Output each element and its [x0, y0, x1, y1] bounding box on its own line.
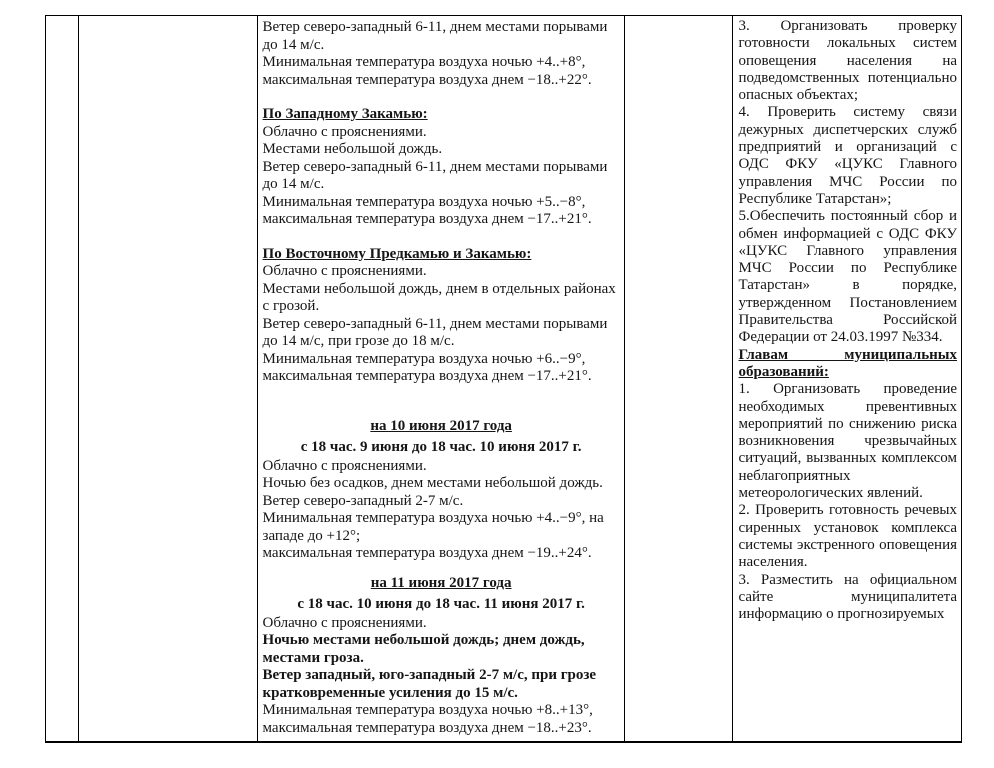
- blank-line: [263, 386, 620, 401]
- forecast-line: Облачно с прояснениями.: [262, 263, 427, 279]
- forecast-line: Минимальная температура воздуха ночью +4..+8°,: [262, 54, 586, 70]
- forecast-line: местами гроза.: [262, 649, 364, 666]
- forecast-line: Минимальная температура воздуха ночью +5..−8°,: [262, 193, 586, 210]
- forecast-line: до 14 м/с, при грозе до 18 м/с.: [262, 333, 455, 349]
- forecast-line: максимальная температура воздуха днем −18..+22°.: [262, 71, 592, 88]
- forecast-section-header: По Западному Закамью:: [262, 106, 428, 122]
- blank-line: [263, 401, 620, 416]
- document-table: [45, 15, 962, 743]
- blank-line: [263, 563, 620, 573]
- forecast-line: максимальная температура воздуха днем −17..+21°.: [262, 368, 592, 384]
- forecast-lines: [263, 19, 620, 737]
- forecast-line: Облачно с прояснениями.: [262, 123, 427, 140]
- forecast-line: Ветер северо-западный 6-11, днем местами порывами: [262, 315, 608, 332]
- forecast-line: Ветер западный, юго-западный 2-7 м/с, при грозе: [262, 667, 597, 683]
- forecast-section-header: на 10 июня 2017 года: [370, 417, 512, 434]
- forecast-line: максимальная температура воздуха днем −17..+21°.: [262, 211, 592, 227]
- forecast-line: кратковременные усиления до 15 м/с.: [262, 684, 518, 701]
- instructions-section-header: Главам муниципальных образований:: [738, 346, 958, 380]
- table-column-empty-middle: [625, 16, 733, 741]
- forecast-line: Минимальная температура воздуха ночью +6..−9°,: [262, 350, 586, 367]
- forecast-line: Минимальная температура воздуха ночью +8..+13°,: [262, 702, 593, 718]
- forecast-line: Ветер северо-западный 6-11, днем местами порывами: [262, 158, 608, 175]
- instruction-paragraph: 3. Организовать проверку готовности локальных систем оповещения населения на подведомственных потенциально опасных объектах;: [738, 18, 958, 104]
- instruction-paragraphs: [739, 18, 958, 623]
- forecast-line: Ночью без осадков, днем местами небольшой дождь.: [262, 475, 603, 491]
- forecast-line: до 14 м/с.: [262, 36, 325, 53]
- forecast-section-header: с 18 час. 10 июня до 18 час. 11 июня 2017 г.: [297, 595, 585, 612]
- forecast-line: Местами небольшой дождь, днем в отдельных районах: [262, 280, 616, 297]
- forecast-line: Ветер северо-западный 6-11, днем местами порывами: [262, 19, 608, 35]
- instructions-cell: [733, 16, 962, 741]
- table-column-empty-wide: [79, 16, 258, 741]
- forecast-line: Ночью местами небольшой дождь; днем дождь,: [262, 632, 585, 648]
- forecast-line: Местами небольшой дождь.: [262, 141, 443, 157]
- instruction-paragraph: 5.Обеспечить постоянный сбор и обмен информацией с ОДС ФКУ «ЦУКС Главного управления МЧС России по Республике Татарстан» в порядке, утвержденном Постановлением Правительства Российской Федерации от 24.03.1997 №334.: [738, 208, 958, 346]
- blank-line: [263, 89, 620, 106]
- forecast-line: до 14 м/с.: [262, 176, 325, 192]
- blank-line: [263, 229, 620, 246]
- forecast-line: Облачно с прояснениями.: [262, 614, 427, 631]
- forecast-line: Облачно с прояснениями.: [262, 457, 427, 474]
- instruction-paragraph: 2. Проверить готовность речевых сиренных установок комплекса системы экстренного оповещения населения.: [738, 502, 958, 571]
- forecast-line: с грозой.: [262, 298, 320, 314]
- table-column-empty-narrow: [46, 16, 79, 741]
- instruction-paragraph: 4. Проверить систему связи дежурных диспетчерских служб предприятий и организаций с ОДС ФКУ «ЦУКС Главного управления МЧС России по Республике Татарстан»;: [738, 104, 958, 207]
- forecast-section-header: с 18 час. 9 июня до 18 час. 10 июня 2017 г.: [300, 438, 582, 455]
- forecast-line: западе до +12°;: [262, 527, 361, 544]
- forecast-section-header: По Восточному Предкамью и Закамью:: [262, 245, 532, 262]
- forecast-line: Ветер северо-западный 2-7 м/с.: [262, 492, 464, 509]
- instruction-paragraph: 1. Организовать проведение необходимых превентивных мероприятий по снижению риска возникновения чрезвычайных ситуаций, вызванных комплексом неблагоприятных метеорологических явлений.: [738, 381, 958, 502]
- forecast-cell: [258, 16, 625, 741]
- forecast-line: максимальная температура воздуха днем −19..+24°.: [262, 545, 592, 561]
- forecast-line: максимальная температура воздуха днем −18..+23°.: [262, 719, 592, 736]
- instruction-paragraph: 3. Разместить на официальном сайте муниципалитета информацию о прогнозируемых: [738, 571, 958, 623]
- forecast-section-header: на 11 июня 2017 года: [370, 574, 512, 591]
- forecast-line: Минимальная температура воздуха ночью +4..−9°, на: [262, 510, 604, 526]
